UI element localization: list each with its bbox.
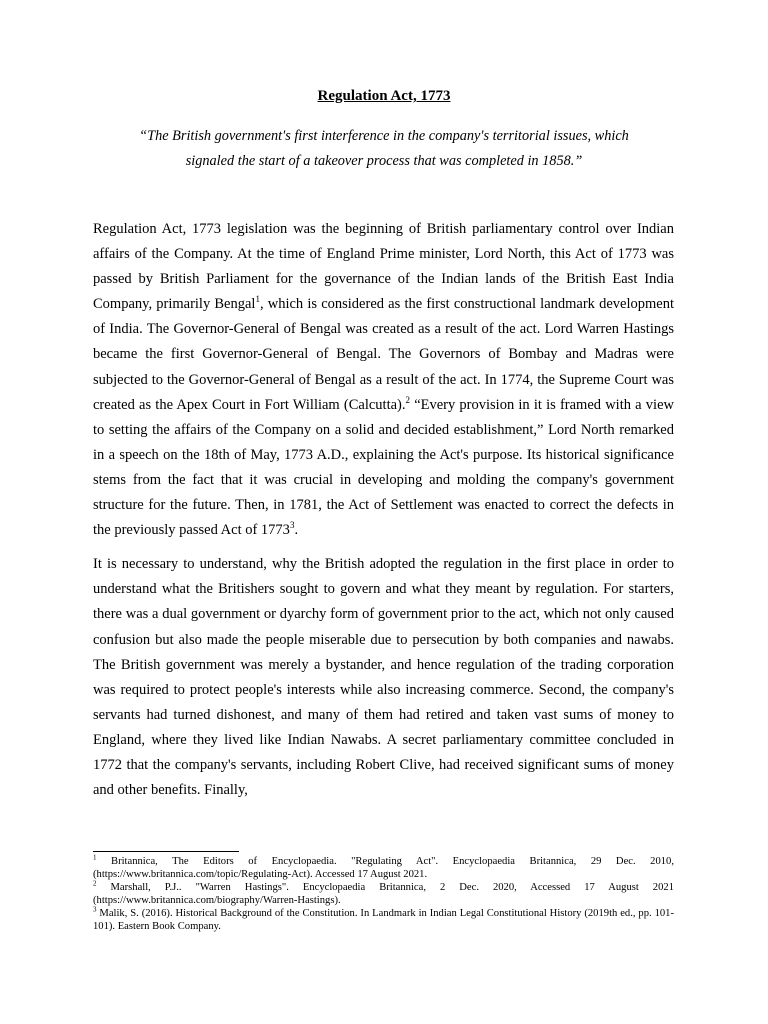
footnote-ref-2[interactable]: 2: [405, 394, 410, 405]
page-title: Regulation Act, 1773: [317, 88, 451, 104]
paragraph-1-text-c: “Every provision in it is framed with a view to setting the affairs of the Company on a solid and decided establishment,” Lord North remarked in a speech on the 18th of May, 1773 A.D., explaining the Act's purpose. Its historical significance stems from the fact that it was crucial in developing and molding the company's government structure for the future. Then, in 1781, the Act of Settlement was enacted to correct the defects in the previously passed Act of 1773: [93, 396, 674, 539]
body-text: [93, 217, 674, 812]
paragraph-1: [93, 217, 674, 543]
footnote-3: [93, 907, 674, 933]
footnote-text: Britannica, The Editors of Encyclopaedia. "Regulating Act". Encyclopaedia Britannica, 29 Dec. 2010, (https://www.britannica.com/topic/Regulating-Act). Accessed 17 August 2021.: [93, 856, 674, 880]
footnote-ref-1[interactable]: 1: [255, 294, 260, 305]
paragraph-1-text-b: , which is considered as the first constructional landmark development of India. The Governor-General of Bengal was created as a result of the act. Lord Warren Hastings became the first Governor-General of Bengal. The Governors of Bombay and Madras were subjected to the Governor-General of Bengal as a result of the act. In 1774, the Supreme Court was created as the Apex Court in Fort William (Calcutta).: [93, 296, 674, 413]
footnotes: [93, 855, 674, 933]
paragraph-1-text-d: .: [294, 522, 299, 539]
footnote-number: 1: [93, 853, 97, 862]
footnote-2: [93, 881, 674, 907]
footnote-divider: [93, 851, 239, 852]
footnote-text: Marshall, P.J.. "Warren Hastings". Encyclopaedia Britannica, 2 Dec. 2020, Accessed 17 August 2021 (https://www.britannica.com/biography/Warren-Hastings).: [93, 882, 674, 906]
epigraph-line-2: signaled the start of a takeover process that was completed in 1858.”: [185, 153, 583, 169]
footnote-number: 2: [93, 879, 97, 888]
footnote-ref-3[interactable]: 3: [289, 520, 295, 531]
footnote-text: Malik, S. (2016). Historical Background of the Constitution. In Landmark in Indian Legal Constitutional History (2019th ed., pp. 101-101). Eastern Book Company.: [93, 908, 674, 932]
paragraph-2: It is necessary to understand, why the British adopted the regulation in the first place in order to understand what the Britishers sought to govern and what they meant by regulation. For starters, there was a dual government or dyarchy form of government prior to the act, which not only caused confusion but also made the people miserable due to persecution by both companies and nawabs. The British government was merely a bystander, and hence regulation of the trading corporation was required to protect people's interests while also increasing commerce. Second, the company's servants had turned dishonest, and many of them had retired and taken vast sums of money to England, where they lived like Indian Nawabs. A secret parliamentary committee concluded in 1772 that the company's servants, including Robert Clive, had received significant sums of money and other benefits. Finally,: [93, 556, 674, 799]
paragraph-1-text-a: Regulation Act, 1773 legislation was the beginning of British parliamentary control over Indian affairs of the Company. At the time of England Prime minister, Lord North, this Act of 1773 was passed by British Parliament for the governance of the Indian lands of the British East India Company, primarily Bengal: [93, 221, 674, 313]
footnote-1: [93, 855, 674, 881]
epigraph-line-1: “The British government's first interference in the company's territorial issues, which: [139, 128, 629, 144]
epigraph-quote: [110, 124, 658, 174]
footnote-number: 3: [93, 905, 97, 914]
